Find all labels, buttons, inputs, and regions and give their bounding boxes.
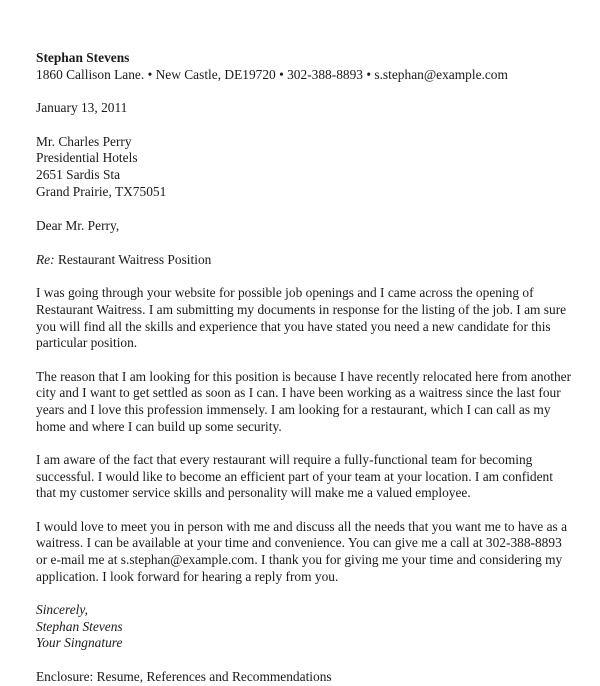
letter-date-block [36,100,596,117]
paragraph-line: years and I love this profession immensely. I am looking for a restaurant, which I can call as my [36,401,551,417]
paragraph-line: successful. I would like to become an efficient part of your team at your location. I am confident [36,468,553,484]
subject-label: Re: [36,251,55,267]
paragraph-line: that my customer service skills and personality will make me a valued employee. [36,485,471,501]
paragraph-line: Restaurant Waitress. I am submitting my documents in response for the listing of the job. I am sure [36,301,567,317]
closing-name: Stephan Stevens [36,618,123,634]
recipient-street: 2651 Sardis Sta [36,166,121,182]
paragraph-3 [36,452,596,502]
sender-block [36,50,596,83]
sender-contact-line: 1860 Callison Lane. • New Castle, DE19720 • 302-388-8893 • s.stephan@example.com [36,66,508,82]
paragraph-line: I would love to meet you in person with me and discuss all the needs that you want me to have as a [36,518,568,534]
paragraph-line: you will find all the skills and experience that you have stated you need a new candidate for this [36,318,551,334]
paragraph-line: city and I want to get settled as soon as I can. I have been working as a waitress since the last four [36,385,561,401]
paragraph-line: The reason that I am looking for this position is because I have recently relocated here from another [36,368,572,384]
recipient-name: Mr. Charles Perry [36,133,132,149]
paragraph-line: particular position. [36,335,138,351]
paragraph-line: I am aware of the fact that every restaurant will require a fully-functional team for becoming [36,452,533,468]
letter-date: January 13, 2011 [36,100,128,116]
paragraph-line: home and where I can build up some security. [36,418,282,434]
recipient-block [36,134,596,200]
enclosure-line: Enclosure: Resume, References and Recommendations [36,669,332,685]
paragraph-line: or e-mail me at s.stephan@example.com. I thank you for giving me your time and considering my [36,552,563,568]
subject-line [36,252,596,269]
paragraph-1 [36,285,596,351]
paragraph-2 [36,369,596,435]
sender-name: Stephan Stevens [36,50,130,65]
recipient-city: Grand Prairie, TX75051 [36,183,167,199]
paragraph-line: I was going through your website for possible job openings and I came across the opening of [36,285,534,301]
subject-block [36,252,596,269]
paragraph-line: application. I look forward for hearing a reply from you. [36,568,339,584]
subject-text: Restaurant Waitress Position [54,251,212,267]
signature-placeholder: Your Singnature [36,635,123,651]
paragraph-line: waitress. I can be available at your time and convenience. You can give me a call at 302-388-8893 [36,535,562,551]
enclosure-block [36,669,596,686]
closing-block [36,602,596,652]
salutation-block [36,218,596,235]
closing-valediction: Sincerely, [36,602,88,618]
recipient-company: Presidential Hotels [36,150,138,166]
cover-letter [36,50,596,686]
salutation: Dear Mr. Perry, [36,218,120,234]
paragraph-4 [36,519,596,585]
